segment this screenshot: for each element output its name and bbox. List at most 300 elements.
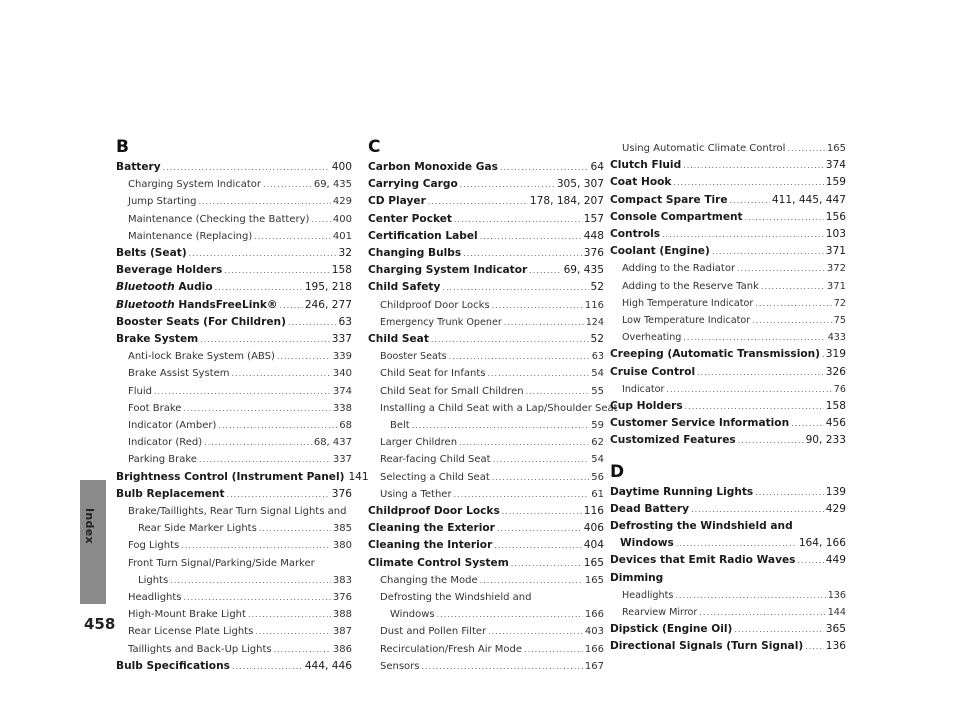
dot-leader — [676, 535, 797, 552]
page-reference[interactable]: 90, 233 — [805, 434, 846, 447]
page-reference[interactable]: 141 — [348, 470, 369, 483]
page-reference[interactable]: 54 — [591, 454, 604, 466]
dot-leader — [232, 658, 303, 675]
dot-leader — [255, 623, 331, 640]
page-reference[interactable]: 136 — [827, 589, 846, 601]
index-entry-text: Adding to the Reserve Tank — [622, 280, 759, 292]
index-entry — [610, 278, 846, 295]
dot-leader — [463, 245, 582, 262]
index-entry — [368, 331, 604, 348]
index-entry — [368, 537, 604, 554]
index-entry-text: Using a Tether — [380, 488, 452, 500]
page-reference[interactable]: 61 — [591, 488, 604, 500]
dot-leader — [675, 587, 825, 604]
index-entry-text: Coolant (Engine) — [610, 245, 710, 258]
index-entry-text: High Temperature Indicator — [622, 297, 754, 309]
dot-leader — [662, 226, 824, 243]
dot-leader — [822, 346, 824, 363]
index-entry-text: Taillights and Back-Up Lights — [128, 643, 272, 655]
page-reference[interactable]: 388 — [332, 609, 352, 621]
dot-leader — [204, 434, 312, 451]
dot-leader — [480, 572, 583, 589]
index-entry — [368, 245, 604, 262]
dot-leader — [422, 658, 583, 675]
index-entry-text-rest: Audio — [174, 281, 213, 294]
dot-leader — [805, 638, 824, 655]
dot-leader — [198, 193, 330, 210]
index-entry — [116, 348, 352, 365]
dot-leader — [263, 176, 312, 193]
page-reference[interactable]: 64 — [590, 161, 604, 173]
page-reference[interactable]: 55 — [591, 385, 604, 397]
index-letter-heading: D — [610, 461, 625, 482]
index-entry-text: Headlights — [128, 592, 182, 604]
index-entry — [610, 346, 846, 363]
index-entry — [368, 297, 604, 314]
index-entry — [610, 174, 846, 191]
dot-leader — [755, 484, 824, 501]
index-entry — [116, 159, 352, 176]
index-entry-text: Daytime Running Lights — [610, 485, 754, 498]
index-entry-text: Parking Brake — [128, 454, 197, 466]
page-reference[interactable]: 68, 437 — [313, 437, 352, 449]
index-entry — [116, 417, 352, 434]
page-reference[interactable]: 52 — [590, 281, 604, 294]
index-column-c-d — [610, 140, 846, 656]
index-entry — [116, 537, 352, 554]
index-entry-text: Charging System Indicator — [128, 179, 262, 191]
page-reference[interactable]: 159 — [825, 176, 846, 189]
dot-leader — [730, 192, 770, 209]
dot-leader — [437, 606, 583, 623]
dot-leader — [683, 329, 825, 346]
page-reference[interactable]: 401 — [332, 230, 352, 242]
index-entry-text: Larger Children — [380, 437, 458, 449]
page-reference[interactable]: 139 — [825, 485, 846, 498]
index-entry — [368, 262, 604, 279]
index-entry — [116, 520, 352, 537]
page-reference[interactable]: 338 — [332, 402, 352, 414]
page-reference[interactable]: 144 — [827, 607, 846, 619]
index-entry-text: Changing the Mode — [380, 574, 478, 586]
page-reference[interactable]: 178, 184, 207 — [529, 195, 604, 208]
page-reference[interactable]: 165 — [584, 574, 604, 586]
dot-leader — [224, 262, 330, 279]
dot-leader — [181, 537, 331, 554]
index-entry-text: Beverage Holders — [116, 264, 223, 277]
index-letter-heading: B — [116, 137, 129, 157]
page-reference[interactable]: 246, 277 — [304, 298, 352, 311]
dot-leader — [460, 176, 555, 193]
page-reference[interactable]: 444, 446 — [304, 659, 352, 672]
index-entry-text: Center Pocket — [368, 212, 452, 225]
index-entry — [116, 176, 352, 193]
index-entry-text: Bulb Replacement — [116, 487, 225, 500]
index-entry-text — [116, 297, 278, 314]
page-reference[interactable]: 116 — [584, 299, 604, 311]
page-reference[interactable]: 52 — [590, 333, 604, 346]
index-entry-text: Belt — [390, 420, 410, 432]
index-entry-text: Brake Assist System — [128, 368, 230, 380]
index-entry-text: Child Safety — [368, 281, 441, 294]
page-reference[interactable]: 72 — [833, 297, 846, 309]
index-entry — [610, 209, 846, 226]
index-entry — [116, 314, 352, 331]
index-entry-text: Front Turn Signal/Parking/Side Marker — [128, 557, 315, 569]
dot-leader — [673, 174, 823, 191]
index-entry-text: Console Compartment — [610, 210, 743, 223]
index-entry-text: Coat Hook — [610, 176, 672, 189]
index-entry — [116, 193, 352, 210]
index-entry-text: Controls — [610, 228, 661, 241]
index-entry — [116, 469, 369, 486]
page-reference[interactable]: 365 — [825, 623, 846, 636]
page-reference[interactable]: 165 — [583, 556, 604, 569]
index-entry-text: Jump Starting — [128, 196, 197, 208]
page-number: 458 — [84, 615, 116, 633]
page-reference[interactable]: 340 — [332, 368, 352, 380]
index-entry-text: Installing a Child Seat with a Lap/Shoulder Seat — [380, 402, 618, 414]
dot-leader — [504, 314, 584, 331]
page-reference[interactable]: 411, 445, 447 — [771, 193, 846, 206]
dot-leader — [428, 193, 528, 210]
page-reference[interactable]: 63 — [591, 351, 604, 363]
index-entry-text: Rearview Mirror — [622, 607, 698, 619]
index-column-b — [116, 133, 369, 675]
page-reference[interactable]: 63 — [338, 315, 352, 328]
page-reference[interactable]: 56 — [591, 471, 604, 483]
page-reference[interactable]: 386 — [332, 643, 352, 655]
dot-leader — [215, 279, 303, 296]
index-entry-text: Maintenance (Checking the Battery) — [128, 213, 310, 225]
index-entry-text: Customized Features — [610, 434, 736, 447]
page-reference[interactable]: 374 — [825, 159, 846, 172]
index-entry-text: Creeping (Automatic Transmission) — [610, 348, 821, 361]
dot-leader — [500, 159, 589, 176]
dot-leader — [529, 262, 561, 279]
page-reference[interactable]: 68 — [339, 420, 352, 432]
page-reference[interactable]: 136 — [825, 640, 846, 653]
index-entry — [610, 638, 846, 655]
dot-leader — [526, 383, 590, 400]
page-reference[interactable]: 157 — [583, 212, 604, 225]
page-reference[interactable]: 376 — [583, 247, 604, 260]
index-entry — [368, 606, 604, 623]
index-entry — [368, 623, 604, 640]
index-entry-text: Changing Bulbs — [368, 247, 462, 260]
index-entry-text: High-Mount Brake Light — [128, 609, 246, 621]
dot-leader — [683, 157, 824, 174]
index-entry-text: Climate Control System — [368, 556, 509, 569]
page-reference[interactable]: 448 — [583, 229, 604, 242]
dot-leader — [488, 623, 583, 640]
dot-leader — [170, 572, 331, 589]
dot-leader — [248, 606, 331, 623]
index-entry-text: Booster Seats — [380, 351, 447, 363]
index-entry — [610, 587, 846, 604]
index-entry — [368, 348, 604, 365]
dot-leader — [737, 260, 825, 277]
index-entry — [368, 434, 604, 451]
index-entry-text: Windows — [620, 537, 674, 550]
index-entry-text: Using Automatic Climate Control — [622, 143, 786, 154]
index-entry — [116, 434, 352, 451]
page-reference[interactable]: 372 — [826, 263, 846, 275]
page-reference[interactable]: 116 — [583, 505, 604, 518]
index-entry — [610, 432, 846, 449]
index-entry — [610, 364, 846, 381]
index-entry — [368, 451, 604, 468]
index-entry-text: Battery — [116, 161, 161, 173]
dot-leader — [685, 398, 824, 415]
dot-leader — [761, 278, 825, 295]
index-entry-text: Child Seat for Infants — [380, 368, 486, 380]
index-entry-text: Defrosting the Windshield and — [380, 592, 532, 604]
page-reference[interactable]: 433 — [827, 332, 846, 344]
page-reference[interactable]: 406 — [583, 522, 604, 535]
page-reference[interactable]: 62 — [591, 437, 604, 449]
index-entry — [610, 260, 846, 277]
dot-leader — [502, 503, 582, 520]
index-entry-text: Sensors — [380, 660, 420, 672]
page-reference[interactable]: 59 — [591, 420, 604, 432]
index-entry-text: CD Player — [368, 195, 426, 208]
dot-leader — [274, 641, 331, 658]
index-entry — [368, 314, 604, 331]
index-entry-text: Brake System — [116, 333, 199, 346]
page-reference[interactable]: 400 — [332, 213, 352, 225]
page-reference[interactable]: 75 — [833, 315, 846, 327]
index-entry — [116, 486, 352, 503]
index-entry-text-italic: Bluetooth — [116, 281, 175, 294]
dot-leader — [787, 140, 824, 157]
index-entry — [368, 503, 604, 520]
index-entry — [610, 381, 846, 398]
dot-leader — [524, 641, 583, 658]
section-gap — [610, 450, 846, 458]
index-entry — [116, 211, 352, 228]
index-entry — [116, 572, 352, 589]
index-entry — [368, 486, 604, 503]
page-reference[interactable]: 319 — [825, 348, 846, 361]
dot-leader — [199, 451, 331, 468]
page-reference[interactable]: 156 — [825, 210, 846, 223]
index-entry-text — [116, 279, 213, 296]
index-entry-text: Directional Signals (Turn Signal) — [610, 640, 804, 653]
page-reference[interactable]: 166 — [584, 643, 604, 655]
page-reference[interactable]: 371 — [825, 245, 846, 258]
index-entry-text: Brightness Control (Instrument Panel) — [116, 470, 345, 483]
page-reference[interactable]: 337 — [331, 333, 352, 346]
page-reference[interactable]: 124 — [585, 316, 604, 328]
index-entry — [368, 658, 604, 675]
page-reference[interactable]: 376 — [331, 487, 352, 500]
dot-leader — [218, 417, 337, 434]
index-entry — [368, 279, 604, 296]
index-entry — [368, 520, 604, 537]
dot-leader — [480, 228, 582, 245]
page-reference[interactable]: 167 — [584, 660, 604, 672]
index-entry-text: Compact Spare Tire — [610, 193, 728, 206]
page-reference[interactable]: 195, 218 — [304, 281, 352, 294]
index-entry-text: Anti-lock Brake System (ABS) — [128, 351, 275, 363]
page-reference[interactable]: 403 — [584, 626, 604, 638]
dot-leader — [697, 364, 824, 381]
dot-leader — [699, 604, 825, 621]
index-entry-text: Emergency Trunk Opener — [380, 316, 502, 328]
index-entry-text: Windows — [390, 609, 435, 621]
dot-leader — [494, 537, 581, 554]
index-entry-text: Bulb Specifications — [116, 659, 230, 672]
page-reference[interactable]: 69, 435 — [313, 179, 352, 191]
index-entry-text: Indicator (Amber) — [128, 420, 217, 432]
page-reference[interactable]: 326 — [825, 365, 846, 378]
dot-leader — [431, 331, 589, 348]
index-entry — [116, 245, 352, 262]
index-entry-text: Rear-facing Child Seat — [380, 454, 491, 466]
index-entry — [116, 383, 352, 400]
dot-leader — [755, 295, 831, 312]
dot-leader — [712, 243, 824, 260]
dot-leader — [288, 314, 337, 331]
index-entry-text: Carbon Monoxide Gas — [368, 161, 498, 173]
index-entry — [610, 157, 846, 174]
index-entry — [610, 140, 846, 157]
index-entry-text: Childproof Door Locks — [368, 505, 500, 518]
index-entry-text: Overheating — [622, 332, 682, 344]
index-entry — [368, 159, 604, 176]
page-reference[interactable]: 158 — [825, 400, 846, 413]
page-reference[interactable]: 158 — [331, 264, 352, 277]
index-entry — [116, 606, 352, 623]
index-entry — [368, 572, 604, 589]
index-entry-text: Customer Service Information — [610, 417, 790, 430]
index-entry-text: Brake/Taillights, Rear Turn Signal Lights and — [128, 506, 347, 518]
index-entry-text: Certification Label — [368, 229, 478, 242]
index-column-c — [368, 133, 618, 675]
dot-leader — [189, 245, 337, 262]
page-reference[interactable]: 164, 166 — [798, 537, 846, 550]
dot-leader — [449, 348, 590, 365]
dot-leader — [791, 415, 824, 432]
index-entry — [610, 552, 846, 569]
page-reference[interactable]: 166 — [584, 609, 604, 621]
dot-leader — [797, 552, 823, 569]
page-reference[interactable]: 165 — [826, 143, 846, 154]
index-entry-text: Clutch Fluid — [610, 159, 682, 172]
index-entry — [116, 262, 352, 279]
dot-leader — [232, 365, 331, 382]
index-entry-text: Cruise Control — [610, 365, 696, 378]
index-entry-text-rest: HandsFreeLink® — [174, 298, 278, 311]
page-reference[interactable]: 305, 307 — [556, 178, 604, 191]
dot-leader — [497, 520, 582, 537]
dot-leader — [184, 589, 331, 606]
dot-leader — [752, 312, 832, 329]
index-entry-text: Devices that Emit Radio Waves — [610, 554, 796, 567]
page-reference[interactable]: 32 — [338, 247, 352, 260]
index-entry — [610, 535, 846, 552]
page-reference[interactable]: 69, 435 — [563, 264, 604, 277]
page-reference[interactable]: 371 — [826, 280, 846, 292]
page-reference[interactable]: 376 — [332, 592, 352, 604]
index-entry — [610, 312, 846, 329]
index-entry-text: Cleaning the Interior — [368, 539, 493, 552]
dot-leader — [200, 331, 330, 348]
dot-leader — [183, 400, 330, 417]
index-entry — [610, 484, 846, 501]
page-reference[interactable]: 387 — [332, 626, 352, 638]
dot-leader — [259, 520, 331, 537]
dot-leader — [154, 383, 331, 400]
index-entry — [368, 383, 604, 400]
dot-leader — [277, 348, 331, 365]
index-entry-text: Rear Side Marker Lights — [138, 523, 257, 535]
dot-leader — [734, 621, 823, 638]
index-entry-text: Low Temperature Indicator — [622, 315, 751, 327]
index-entry-text-italic: Bluetooth — [116, 298, 175, 311]
dot-leader — [691, 501, 824, 518]
index-entry-text: Charging System Indicator — [368, 264, 528, 277]
page-reference[interactable]: 449 — [825, 554, 846, 567]
page-reference[interactable]: 339 — [332, 351, 352, 363]
index-entry — [610, 398, 846, 415]
page-reference[interactable]: 429 — [332, 196, 352, 208]
index-entry-text: Dimming — [610, 571, 664, 584]
index-entry — [116, 658, 352, 675]
index-entry-text: Selecting a Child Seat — [380, 471, 490, 483]
index-entry — [610, 295, 846, 312]
index-entry — [368, 469, 604, 486]
page-reference[interactable]: 54 — [591, 368, 604, 380]
page-reference[interactable]: 385 — [332, 523, 352, 535]
index-entry — [116, 400, 352, 417]
dot-leader — [492, 469, 590, 486]
page-reference[interactable]: 383 — [332, 574, 352, 586]
page-reference[interactable]: 76 — [833, 383, 846, 395]
index-entry — [116, 623, 352, 640]
index-entry — [116, 641, 352, 658]
page-reference[interactable]: 429 — [825, 502, 846, 515]
page-reference[interactable]: 337 — [332, 454, 352, 466]
index-entry — [610, 501, 846, 518]
dot-leader — [254, 228, 331, 245]
page-reference[interactable]: 374 — [332, 385, 352, 397]
page-reference[interactable]: 456 — [825, 417, 846, 430]
index-entry-text: Fluid — [128, 385, 152, 397]
index-entry — [116, 228, 352, 245]
page-reference[interactable]: 380 — [332, 540, 352, 552]
index-entry-text: Recirculation/Fresh Air Mode — [380, 643, 523, 655]
index-entry — [368, 193, 604, 210]
index-entry — [368, 211, 604, 228]
page-reference[interactable]: 404 — [583, 539, 604, 552]
dot-leader — [493, 451, 590, 468]
index-entry — [116, 365, 352, 382]
index-entry-text: Headlights — [622, 589, 674, 601]
index-entry-text: Cup Holders — [610, 400, 683, 413]
index-entry-text: Child Seat for Small Children — [380, 385, 524, 397]
page-reference[interactable]: 103 — [825, 228, 846, 241]
dot-leader — [666, 381, 831, 398]
index-entry — [116, 589, 352, 606]
page-reference[interactable]: 400 — [331, 161, 352, 173]
dot-leader — [745, 209, 824, 226]
dot-leader — [442, 279, 588, 296]
dot-leader — [459, 434, 589, 451]
index-entry-text: Carrying Cargo — [368, 178, 458, 191]
index-entry — [368, 228, 604, 245]
